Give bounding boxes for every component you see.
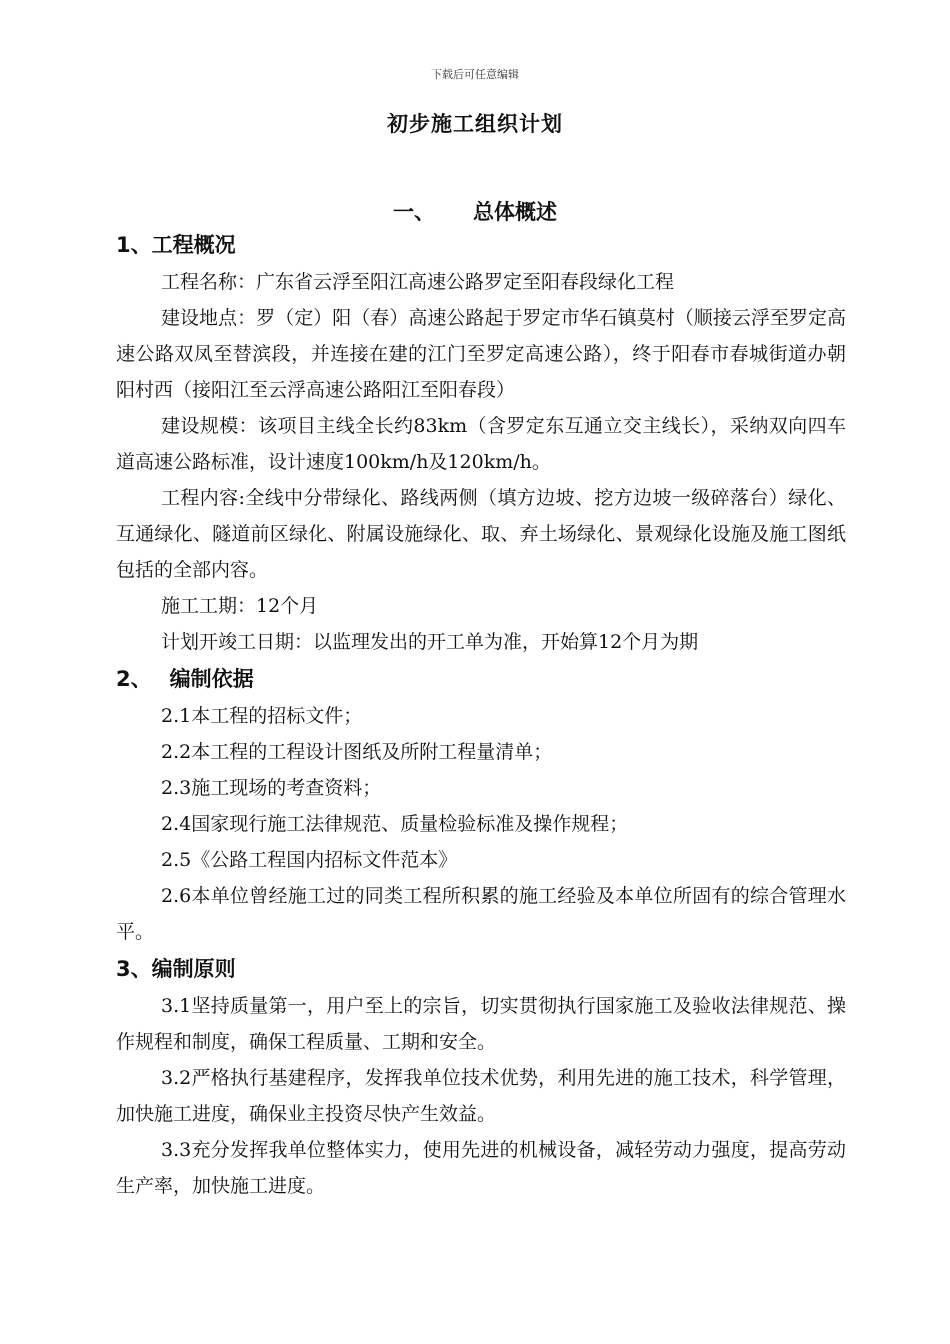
principle-item: 3.3充分发挥我单位整体实力，使用先进的机械设备，减轻劳动力强度，提高劳动生产率，加快施工进度。 [116, 1139, 846, 1197]
principle-item: 3.2严格执行基建程序，发挥我单位技术优势，利用先进的施工技术，科学管理，加快施工进度，确保业主投资尽快产生效益。 [116, 1067, 846, 1125]
heading-basis-title: 编制依据 [169, 667, 254, 691]
basis-item: 2.6本单位曾经施工过的同类工程所积累的施工经验及本单位所固有的综合管理水平。 [116, 885, 846, 943]
section-title: 总体概述 [473, 200, 557, 224]
paragraph-scale: 建设规模：该项目主线全长约83km（含罗定东互通立交主线长），采纳双向四车道高速公路标准，设计速度100km/h及120km/h。 [116, 415, 846, 473]
heading-basis [116, 660, 846, 698]
basis-item: 2.3施工现场的考查资料； [161, 777, 382, 799]
heading-principles: 3、编制原则 [116, 957, 236, 981]
document-body [116, 226, 846, 1204]
paragraph-location: 建设地点：罗（定）阳（春）高速公路起于罗定市华石镇莫村（顺接云浮至罗定高速公路双凤至替滨段，并连接在建的江门至罗定高速公路），终于阳春市春城街道办朝阳村西（接阳江至云浮高速公路阳江至阳春段） [116, 307, 846, 401]
basis-item: 2.1本工程的招标文件； [161, 705, 363, 727]
paragraph-dates: 计划开竣工日期：以监理发出的开工单为准，开始算12个月为期 [161, 631, 699, 653]
paragraph-content: 工程内容:全线中分带绿化、路线两侧（填方边坡、挖方边坡一级碎落台）绿化、互通绿化、隧道前区绿化、附属设施绿化、取、弃土场绿化、景观绿化设施及施工图纸包括的全部内容。 [116, 487, 846, 581]
principle-item: 3.1坚持质量第一，用户至上的宗旨，切实贯彻执行国家施工及验收法律规范、操作规程和制度，确保工程质量、工期和安全。 [116, 995, 846, 1053]
basis-item: 2.4国家现行施工法律规范、质量检验标准及操作规程； [161, 813, 629, 835]
section-heading [0, 196, 950, 226]
paragraph-project-name: 工程名称：广东省云浮至阳江高速公路罗定至阳春段绿化工程 [161, 271, 675, 293]
header-note: 下载后可任意编辑 [431, 68, 519, 81]
document-title: 初步施工组织计划 [387, 112, 563, 136]
section-number: 一、 [393, 200, 435, 224]
basis-item: 2.2本工程的工程设计图纸及所附工程量清单； [161, 741, 553, 763]
basis-item: 2.5《公路工程国内招标文件范本》 [161, 849, 458, 871]
heading-basis-number: 2、 [116, 667, 152, 691]
paragraph-duration: 施工工期：12个月 [161, 595, 319, 617]
heading-project-overview: 1、工程概况 [116, 233, 236, 257]
